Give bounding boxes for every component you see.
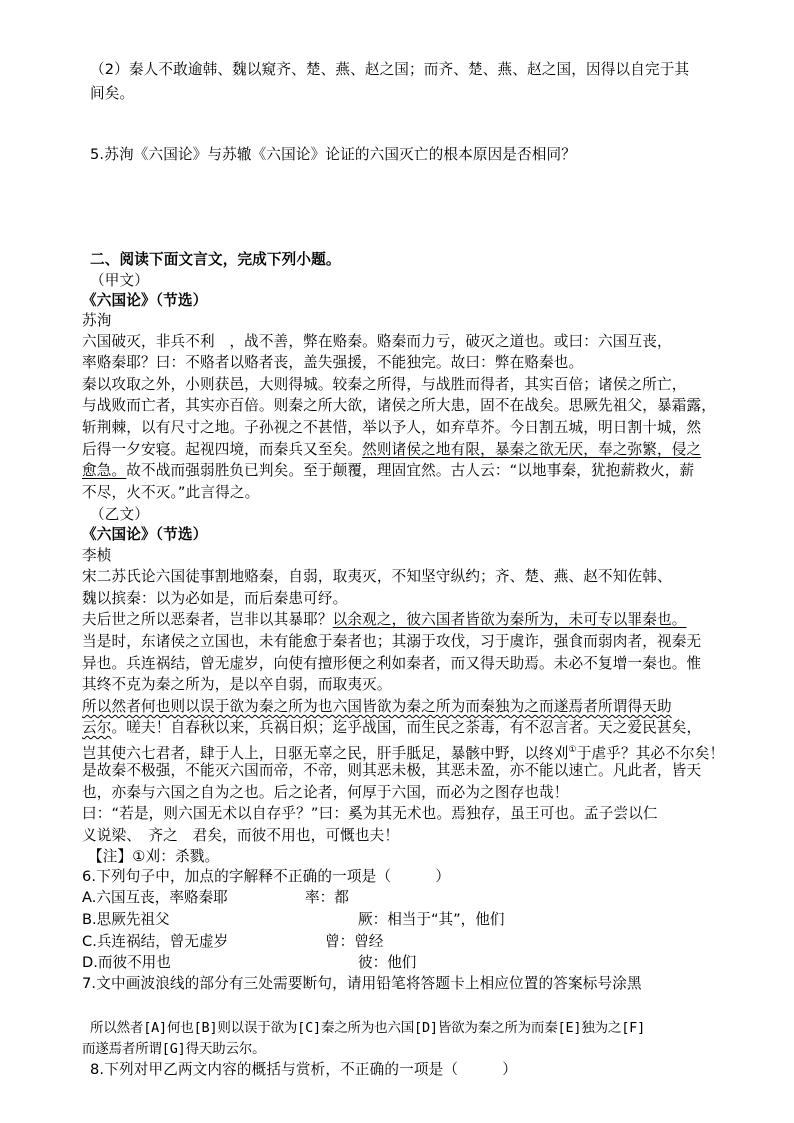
yi-line-text: 于虐乎？其必不尔矣！ bbox=[576, 744, 725, 762]
jia-author: 苏洵 bbox=[82, 312, 112, 329]
jia-underlined-sentence-end: 愈急。 bbox=[82, 462, 127, 479]
yi-line: 义说梁、 齐之 君矣，而彼不用也，可慨也夫！ bbox=[82, 827, 400, 844]
q6-option-d: D.而彼不用也 bbox=[82, 954, 171, 971]
yi-title: 《六国论》（节选） bbox=[82, 526, 208, 543]
yi-line: 是故秦不极强，不能灭六国而帝，不帝，则其恶未极，其恶未盈，亦不能以速亡。凡此者，皆天 bbox=[82, 762, 702, 779]
jia-line: 与战败而亡者，其实亦百倍。则秦之所大欲，诸侯之所大患，固不在战矣。思厥先祖父，暴霜露， bbox=[82, 397, 716, 414]
q6-option-b: B.思厥先祖父 bbox=[82, 911, 170, 928]
yi-wavy-passage-end: 云尔 bbox=[82, 719, 112, 736]
yi-line bbox=[82, 718, 701, 738]
yi-line bbox=[82, 610, 687, 630]
yi-underlined-sentence: 以余观之，彼六国者皆欲为秦所为，未可专以罪秦也。 bbox=[332, 611, 687, 628]
q6-option-a: A.六国互丧，率赂秦耶 bbox=[82, 889, 228, 906]
yi-wavy-passage: 所以然者何也则以误于欲为秦之所为也六国皆欲为秦之所为而秦独为之而遂焉者所谓得天助 bbox=[82, 698, 672, 715]
q7-option-line2: 而遂焉者所谓[G]得天助云尔。 bbox=[82, 1041, 266, 1057]
yi-label: （乙文） bbox=[90, 506, 149, 523]
jia-line-text: 后得一夕安寝。起视四境，而秦兵又至矣。 bbox=[82, 441, 363, 458]
jia-line bbox=[82, 440, 701, 460]
yi-author: 李桢 bbox=[82, 547, 112, 564]
yi-line: 其终不克为秦之所为，是以卒自弱，而取夷灭。 bbox=[82, 676, 392, 693]
q6-option-d-gloss: 彼：他们 bbox=[358, 954, 417, 971]
footnote: 【注】①刈：杀戮。 bbox=[88, 848, 220, 865]
q4-item2-line1: （2）秦人不敢逾韩、魏以窥齐、楚、燕、赵之国；而齐、楚、燕、赵之国，因得以自完于其 bbox=[90, 61, 690, 78]
jia-line: 不尽，火不灭。”此言得之。 bbox=[82, 484, 260, 501]
jia-line: 秦以攻取之外，小则获邑，大则得城。较秦之所得，与战胜而得者，其实百倍；诸侯之所亡， bbox=[82, 376, 687, 393]
yi-line: 宋二苏氏论六国徒事割地赂秦，自弱，取夷灭，不知坚守纵约；齐、楚、燕、赵不知佐韩、 bbox=[82, 568, 672, 585]
question-6: 6.下列句子中，加点的字解释不正确的一项是（ ） bbox=[82, 868, 451, 885]
question-7: 7.文中画波浪线的部分有三处需要断句，请用铅笔将答题卡上相应位置的答案标号涂黑 bbox=[82, 975, 642, 992]
section-heading: 二、阅读下面文言文，完成下列小题。 bbox=[90, 251, 341, 268]
yi-line bbox=[82, 697, 672, 717]
yi-line: 曰：“若是，则六国无术以自存乎？”曰：奚为其无术也。焉独存，虽王可也。孟子尝以仁 bbox=[82, 805, 658, 822]
yi-line-text: 夫后世之所以恶秦者，岂非以其暴耶？ bbox=[82, 611, 333, 628]
question-8: 8.下列对甲乙两文内容的概括与赏析，不正确的一项是（ ） bbox=[90, 1061, 518, 1078]
jia-line: 斩荆棘，以有尺寸之地。子孙视之不甚惜，举以予人，如弃草芥。今日割五城，明日割十城，然 bbox=[82, 419, 702, 436]
yi-line: 异也。兵连祸结，曾无虚岁，向使有擅形便之利如秦者，而又得天助焉。未必不复增一秦也。惟 bbox=[82, 655, 702, 672]
yi-line-text: 。嗟夫！自春秋以来，兵祸日炽；迄乎战国，而生民之荼毒，有不忍言者。天之爱民甚矣， bbox=[111, 719, 702, 736]
jia-underlined-sentence: 然则诸侯之地有限，暴秦之欲无厌，奉之弥繁，侵之 bbox=[362, 441, 702, 458]
jia-line: 率赂秦耶？曰：不赂者以赂者丧，盖失强援，不能独完。故曰：弊在赂秦也。 bbox=[82, 354, 584, 371]
yi-line-text: 岂其使六七君者，肆于人上，日驱无辜之民，肝手胝足，暴骸中野，以终刈 bbox=[82, 744, 569, 762]
q6-option-c: C.兵连祸结，曾无虚岁 bbox=[82, 933, 229, 950]
yi-line: 也，亦秦与六国之自为之也。后之论者，何厚于六国，而必为之图存也哉！ bbox=[82, 784, 569, 801]
jia-line: 六国破灭，非兵不利 ，战不善，弊在赂秦。赂秦而力亏，破灭之道也。或曰：六国互丧， bbox=[82, 333, 672, 350]
question-5: 5.苏洵《六国论》与苏辙《六国论》论证的六国灭亡的根本原因是否相同？ bbox=[90, 146, 577, 163]
q6-option-c-gloss: 曾：曾经 bbox=[325, 933, 384, 950]
q6-option-b-gloss: 厥：相当于“其”，他们 bbox=[358, 911, 505, 928]
jia-line bbox=[82, 461, 694, 481]
footnote-marker: ① bbox=[568, 745, 577, 755]
yi-line: 当是时，东诸侯之立国也，未有能愈于秦者也；其溺于攻伐，习于虞诈，强食而弱肉者，视秦无 bbox=[82, 633, 702, 650]
jia-label: （甲文） bbox=[90, 272, 149, 289]
q6-option-a-gloss: 率：都 bbox=[305, 889, 349, 906]
jia-title: 《六国论》（节选） bbox=[82, 292, 208, 309]
q4-item2-line2: 间矣。 bbox=[90, 85, 135, 102]
yi-line: 魏以摈秦：以为必如是，而后秦患可纾。 bbox=[82, 590, 348, 607]
q7-option-line1: 所以然者[A]何也[B]则以误于欲为[C]秦之所为也六国[D]皆欲为秦之所为而秦[E]独为之[F] bbox=[90, 1020, 645, 1036]
jia-line-text: 故不战而强弱胜负已判矣。至于颠覆，理固宜然。古人云：“以地事秦，犹抱薪救火，薪 bbox=[126, 462, 695, 479]
